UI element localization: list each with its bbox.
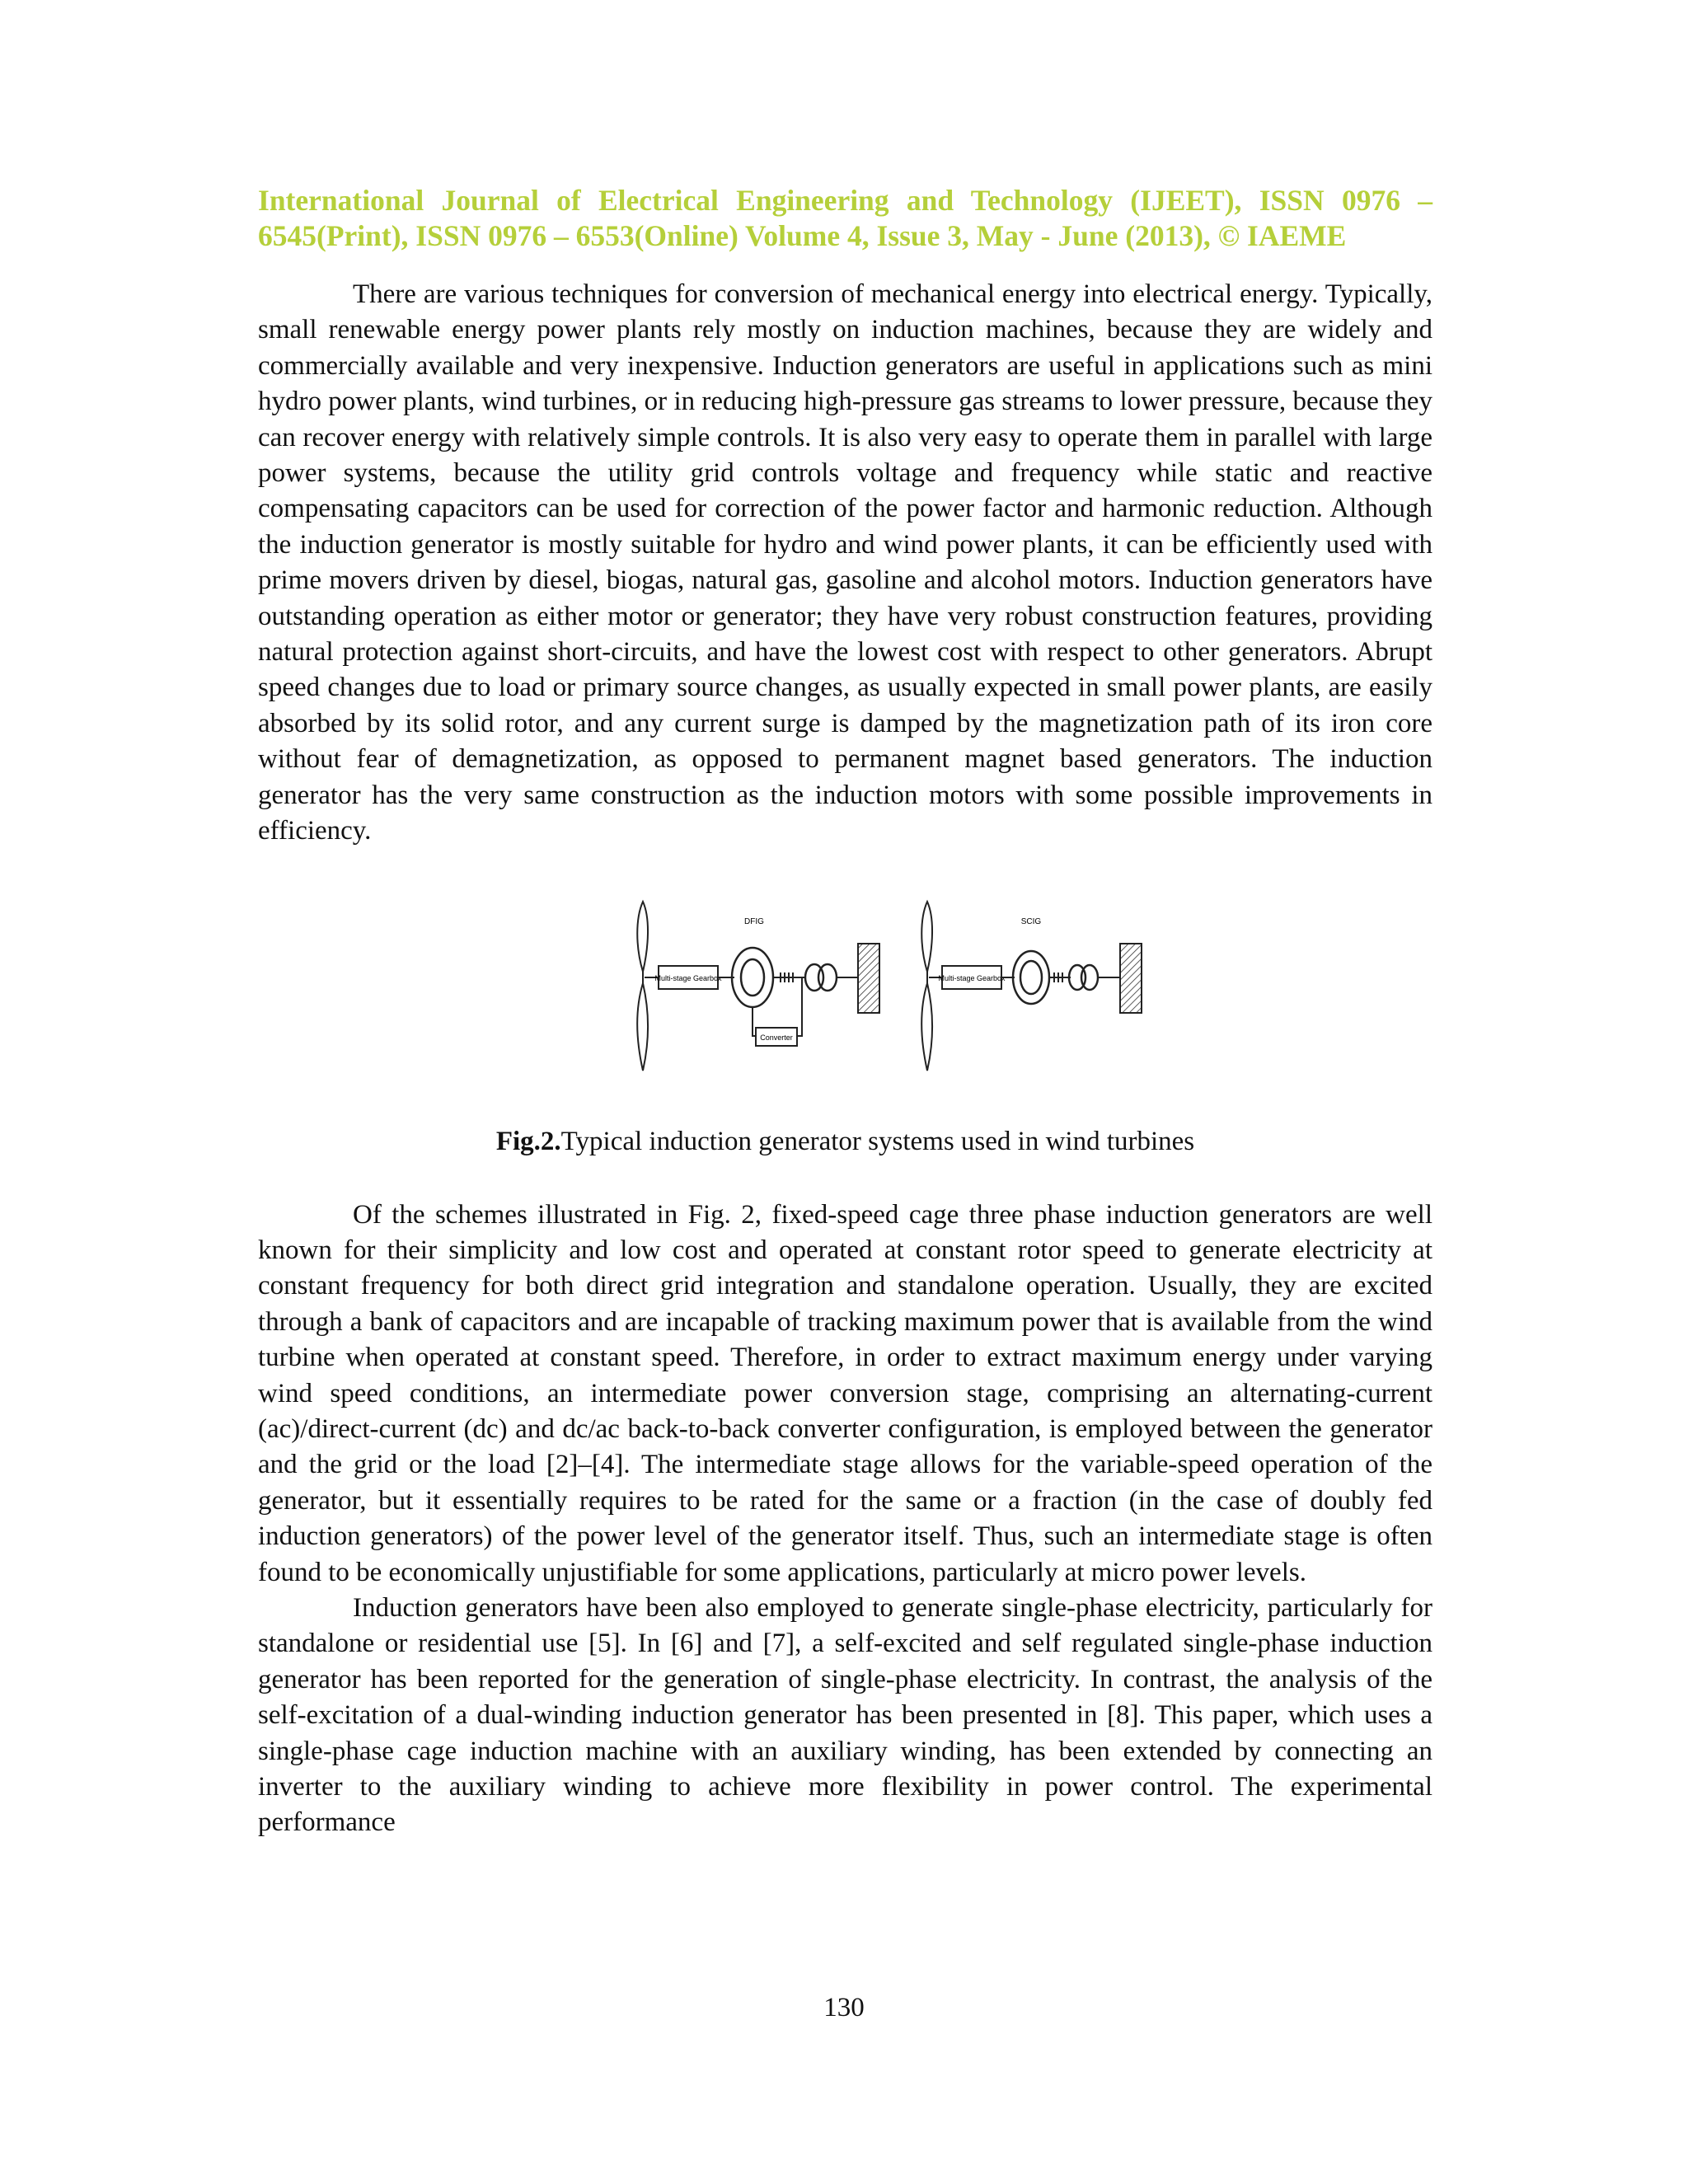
dfig-title: DFIG (744, 916, 764, 926)
scig-title: SCIG (1020, 916, 1042, 926)
wind-turbine-diagram (258, 898, 1432, 1075)
journal-header: International Journal of Electrical Engineering and Technology (IJEET), ISSN 0976 – 6545(Print), ISSN 0976 – 6553(Online) Volume 4, Issue 3, May - June (2013), © IAEME (258, 184, 1432, 252)
dfig-blades (637, 902, 648, 1071)
scig-stator-icon (1013, 951, 1049, 1004)
paragraph-1: There are various techniques for conversion of mechanical energy into electrical energy. Typically, small renewable energy power plants rely mostly on induction machines, because they are widely and commercially available and very inexpensive. Induction generators are useful in applications such as mini hydro power plants, wind turbines, or in reducing high-pressure gas streams to lower pressure, because they can recover energy with relatively simple controls. It is also very easy to operate them in parallel with large power systems, because the utility grid controls voltage and frequency while static and reactive compensating capacitors can be used for correction of the power factor and harmonic reduction. Although the induction generator is mostly suitable for hydro and wind power plants, it can be efficiently used with prime movers driven by diesel, biogas, natural gas, gasoline and alcohol motors. Induction generators have outstanding operation as either motor or generator; they have very robust construction features, providing natural protection against short-circuits, and have the lowest cost with respect to other generators. Abrupt speed changes due to load or primary source changes, as usually expected in small power plants, are easily absorbed by its solid rotor, and any current surge is damped by the magnetization path of its iron core without fear of demagnetization, as opposed to permanent magnet based generators. The induction generator has the very same construction as the induction motors with some possible improvements in efficiency. (258, 279, 1432, 846)
paragraph-2: Of the schemes illustrated in Fig. 2, fixed-speed cage three phase induction generators are well known for their simplicity and low cost and operated at constant rotor speed to generate electricity at constant frequency for both direct grid integration and standalone operation. Usually, they are excited through a bank of capacitors and are incapable of tracking maximum power that is available from the wind turbine when operated at constant speed. Therefore, in order to extract maximum energy under varying wind speed conditions, an intermediate power conversion stage, comprising an alternating-current (ac)/direct-current (dc) and dc/ac back-to-back converter configuration, is employed between the generator and the grid or the load [2]–[4]. The intermediate stage allows for the variable-speed operation of the generator, but it essentially requires to be rated for the same or a fraction (in the case of doubly fed induction generators) of the power level of the generator itself. Thus, such an intermediate stage is often found to be economically unjustifiable for some applications, particularly at micro power levels. (258, 1199, 1432, 1587)
dfig-rotor-icon (741, 959, 764, 996)
dfig-grid-icon (858, 944, 879, 1013)
dfig-converter-label: Converter (760, 1033, 793, 1042)
page-content (258, 183, 1432, 1841)
dfig-stator-icon (732, 948, 773, 1007)
figure-caption (258, 1124, 1432, 1160)
page-number: 130 (823, 1993, 865, 2022)
figure-2 (258, 898, 1432, 1075)
scig-gearbox-label: Multi-stage Gearbox (938, 973, 1006, 982)
caption-text: Typical induction generator systems used in wind turbines (560, 1126, 1195, 1156)
caption-label: Fig.2. (495, 1126, 561, 1156)
scig-rotor-icon (1020, 961, 1042, 994)
paragraph-3: Induction generators have been also employed to generate single-phase electricity, particularly for standalone or residential use [5]. In [6] and [7], a self-excited and self regulated single-phase induction generator has been reported for the generation of single-phase electricity. In contrast, the analysis of the self-excitation of a dual-winding induction generator has been presented in [8]. This paper, which uses a single-phase cage induction machine with an auxiliary winding, has been extended by connecting an inverter to the auxiliary winding to achieve more flexibility in power control. The experimental performance (258, 1592, 1432, 1838)
scig-grid-icon (1120, 944, 1142, 1013)
dfig-gearbox-label: Multi-stage Gearbox (654, 973, 722, 982)
scig-blades (921, 902, 932, 1071)
scig-system (921, 902, 1142, 1071)
dfig-system (637, 902, 879, 1071)
